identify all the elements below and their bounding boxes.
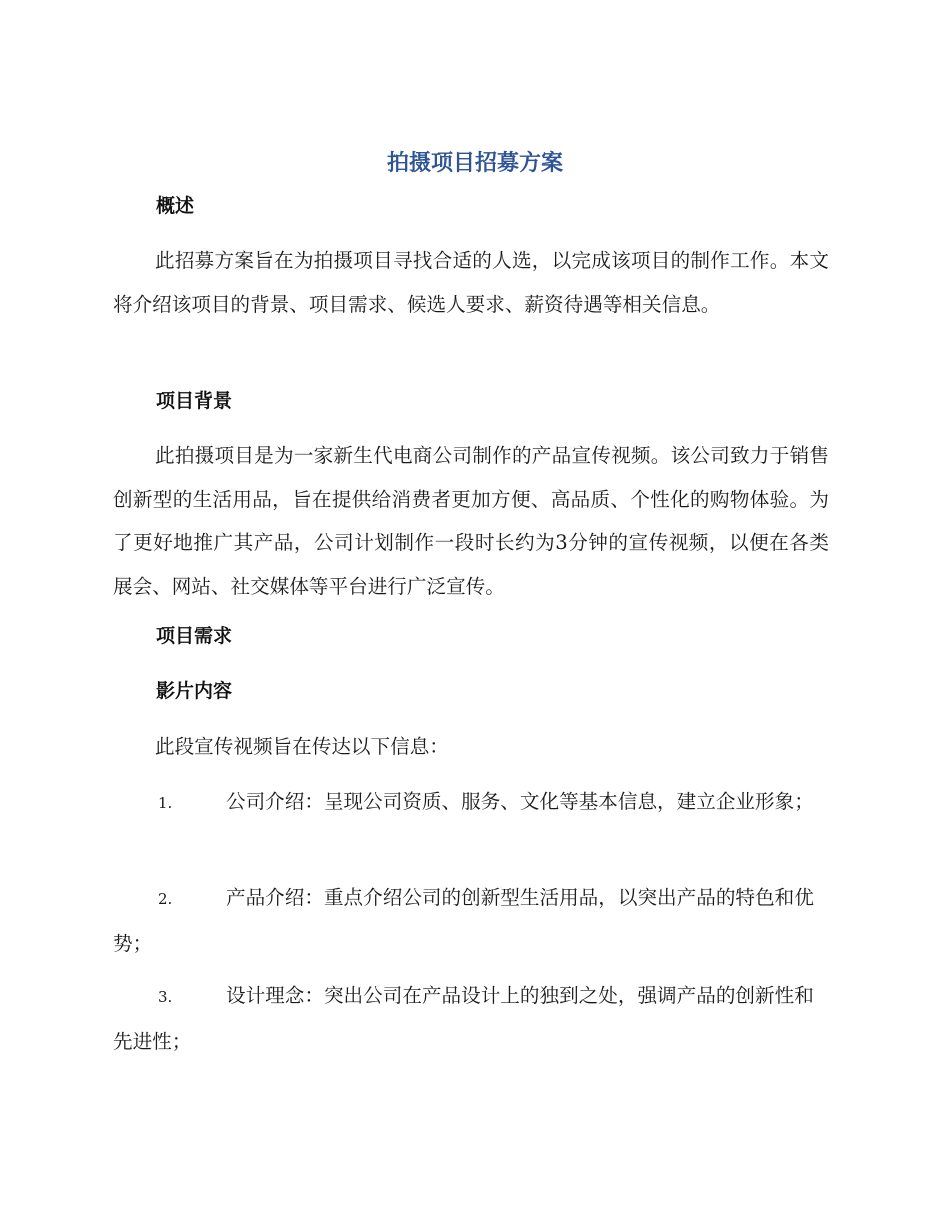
list-item-text: 产品介绍：重点介绍公司的创新型生活用品，以突出产品的特色和优势； — [113, 886, 814, 955]
list-item-number: 3. — [158, 988, 173, 1006]
heading-overview: 概述 — [156, 195, 195, 217]
document-title: 拍摄项目招募方案 — [386, 151, 563, 176]
paragraph-requirements-intro: 此段宣传视频旨在传达以下信息： — [155, 735, 449, 758]
list-item-number: 2. — [158, 890, 173, 908]
list-item-text: 公司介绍：呈现公司资质、服务、文化等基本信息，建立企业形象； — [226, 790, 814, 813]
list-item-text: 设计理念：突出公司在产品设计上的独到之处，强调产品的创新性和先进性； — [113, 984, 814, 1053]
list-item-number: 1. — [158, 794, 173, 812]
list-item — [113, 876, 829, 965]
heading-requirements: 项目需求 — [156, 625, 233, 647]
paragraph-overview: 此招募方案旨在为拍摄项目寻找合适的人选，以完成该项目的制作工作。本文将介绍该项目的背景、项目需求、候选人要求、薪资待遇等相关信息。 — [113, 249, 829, 316]
paragraph-background: 此拍摄项目是为一家新生代电商公司制作的产品宣传视频。该公司致力于销售创新型的生活用品，旨在提供给消费者更加方便、高品质、个性化的购物体验。为了更好地推广其产品，公司计划制作一段时长约为3分钟的宣传视频，以便在各类展会、网站、社交媒体等平台进行广泛宣传。 — [113, 444, 829, 598]
subheading-video-content: 影片内容 — [156, 680, 233, 702]
heading-background: 项目背景 — [156, 390, 233, 412]
list-item — [113, 780, 829, 826]
list-item — [113, 974, 829, 1063]
